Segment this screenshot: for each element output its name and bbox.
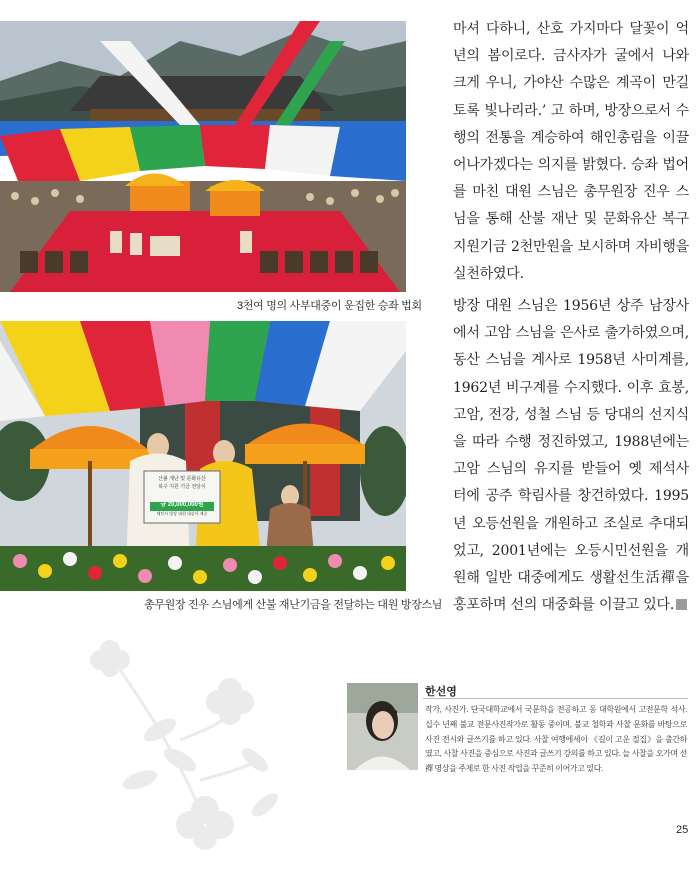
ceremony-crowd-photo: [0, 21, 406, 292]
board-line2: 복구 지원 기금 전달식: [158, 484, 206, 490]
author-bio: 작가, 사진가. 단국대학교에서 국문학을 전공하고 동 대학원에서 고전문학 석사. 십수 년째 불교 전문사진작가로 활동 중이며, 불교 철학과 사찰 문화를 바탕으로 사진 전시와 글쓰기를 하고 있다. 사찰 여행에세이 《길이 고운 절집》을 출간하였고, 사찰 사진을 중심으로 사진과 글쓰기 강의를 하고 있다. 늘 사찰을 오가며 선禪 명상을 주제로 한 사진 작업을 꾸준히 이어가고 있다.: [425, 705, 687, 774]
donation-board: [144, 471, 220, 523]
fund-donation-illustration: [0, 321, 406, 591]
body-paragraph-1: 마셔 다하니, 산호 가지마다 달꽃이 억년의 봄이로다. 금사자가 굴에서 나와 크게 우니, 가야산 수많은 계곡이 만길 토록 빛나리라.’ 고 하며, 방장으로서 수행의 전통을 계승하여 해인총림을 이끌어나가겠다는 의지를 밝혔다. 승좌 법어를 마친 대원 스님은 총무원장 진우 스님을 통해 산불 재난 및 문화유산 복구 지원기금 2천만원을 보시하며 자비행을 실천하였다.: [453, 21, 689, 282]
photo2-caption: 총무원장 진우 스님에게 산불 재난기금을 전달하는 대원 방장스님: [144, 599, 443, 611]
board-footer: 해인사 방장 대원 대종사 제공: [156, 511, 208, 516]
body-paragraph-2-text: 방장 대원 스님은 1956년 상주 남장사에서 고암 스님을 은사로 출가하였으며, 동산 스님을 계사로 1958년 사미계를, 1962년 비구계를 수지했다. 이후 효봉, 고암, 전강, 성철 스님 등 당대의 선지식을 따라 수행 정진하였고, 1988년에는 고암 스님의 유지를 받들어 옛 제석사 터에 공주 학림사를 창건하였다. 1995년 오등선원을 개원하고 조실로 추대되었고, 2001년에는 오등시민선원을 개원해 일반 대중에게도 생활선生活禪을 홍포하며 선의 대중화를 이끌고 있다.: [453, 298, 689, 614]
ceremony-crowd-illustration: [0, 21, 406, 292]
article-body-2: [453, 293, 689, 619]
board-line1: 산불 재난 및 문화유산: [158, 476, 206, 482]
photo1-caption: 3천여 명의 사부대중이 운집한 승좌 법회: [237, 300, 422, 312]
floral-ornament-icon: [80, 630, 280, 850]
board-amount: 금 20,000,000원: [160, 502, 204, 508]
page-number: 25: [676, 824, 689, 836]
article-body: [453, 16, 689, 288]
end-mark-icon: [676, 599, 687, 610]
author-divider: [423, 698, 688, 699]
author-portrait-illustration: [347, 683, 418, 770]
body-paragraph-2: [453, 293, 689, 619]
author-portrait: [347, 683, 418, 770]
fund-donation-photo: [0, 321, 406, 591]
author-name: 한선영: [425, 686, 457, 698]
